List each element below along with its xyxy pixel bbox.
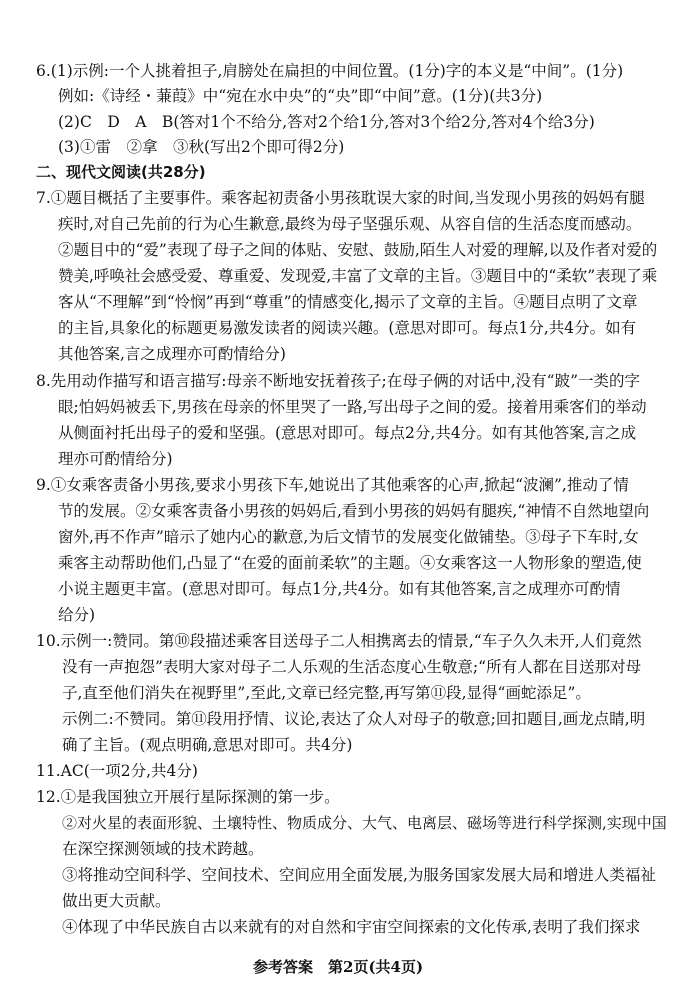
text-line: (2)C D A B(答对1个不给分,答对2个给1分,答对3个给2分,答对4个给3分) xyxy=(58,113,595,131)
text-line: 从侧面衬托出母子的爱和坚强。(意思对即可。每点2分,共4分。如有其他答案,言之成 xyxy=(58,424,637,442)
text-line: (3)①雷 ②拿 ③秋(写出2个即可得2分) xyxy=(58,138,345,156)
text-line: 其他答案,言之成理亦可酌情给分) xyxy=(58,345,286,363)
text-line: 的主旨,具象化的标题更易激发读者的阅读兴趣。(意思对即可。每点1分,共4分。如有 xyxy=(58,319,637,337)
text-line: 窗外,再不作声”暗示了她内心的歉意,为后文情节的发展变化做铺垫。③母子下车时,女 xyxy=(58,528,639,546)
text-line: ④体现了中华民族自古以来就有的对自然和宇宙空间探索的文化传承,表明了我们探求 xyxy=(62,918,641,936)
text-line: 12.①是我国独立开展行星际探测的第一步。 xyxy=(36,788,340,806)
text-line: 9.①女乘客责备小男孩,要求小男孩下车,她说出了其他乘客的心声,掀起“波澜”,推动了情 xyxy=(36,476,629,494)
text-line: 8.先用动作描写和语言描写:母亲不断地安抚着孩子;在母子俩的对话中,没有“跛”一类的字 xyxy=(36,372,641,390)
text-line: 乘客主动帮助他们,凸显了“在爱的面前柔软”的主题。④女乘客这一人物形象的塑造,使 xyxy=(58,554,642,572)
text-line: 10.示例一:赞同。第⑩段描述乘客目送母子二人相携离去的情景,“车子久久未开,人们竟然 xyxy=(36,632,642,650)
text-line: 理亦可酌情给分) xyxy=(58,450,173,468)
text-line: 疾时,对自己先前的行为心生歉意,最终为母子坚强乐观、从容自信的生活态度而感动。 xyxy=(58,215,642,233)
text-line: 11.AC(一项2分,共4分) xyxy=(36,762,198,780)
text-line: 例如:《诗经・蒹葭》中“宛在水中央”的“央”即“中间”意。(1分)(共3分) xyxy=(58,87,543,105)
text-line: 给分) xyxy=(58,606,96,624)
text-line: 节的发展。②女乘客责备小男孩的妈妈后,看到小男孩的妈妈有腿疾,“神情不自然地望向 xyxy=(58,502,650,520)
text-line: 6.(1)示例:一个人挑着担子,肩膀处在扁担的中间位置。(1分)字的本义是“中间”。(1分) xyxy=(36,62,624,80)
text-line: 小说主题更丰富。(意思对即可。每点1分,共4分。如有其他答案,言之成理亦可酌情 xyxy=(58,580,621,598)
text-line: ③将推动空间科学、空间技术、空间应用全面发展,为服务国家发展大局和增进人类福祉 xyxy=(62,866,656,884)
text-line: ②题目中的“爱”表现了母子之间的体贴、安慰、鼓励,陌生人对爱的理解,以及作者对爱的 xyxy=(58,241,658,259)
text-line: ②对火星的表面形貌、土壤特性、物质成分、大气、电离层、磁场等进行科学探测,实现中国 xyxy=(62,814,667,832)
text-line: 7.①题目概括了主要事件。乘客起初责备小男孩耽误大家的时间,当发现小男孩的妈妈有腿 xyxy=(36,189,645,207)
text-line: 子,直至他们消失在视野里”,至此,文章已经完整,再写第⑪段,显得“画蛇添足”。 xyxy=(62,684,591,702)
text-line: 在深空探测领域的技术跨越。 xyxy=(62,840,264,858)
text-line: 赞美,呼唤社会感受爱、尊重爱、发现爱,丰富了文章的主旨。③题目中的“柔软”表现了乘 xyxy=(58,267,658,285)
text-line: 眼;怕妈妈被丢下,男孩在母亲的怀里哭了一路,写出母子之间的爱。接着用乘客们的举动 xyxy=(58,398,647,416)
section-heading: 二、现代文阅读(共28分) xyxy=(36,163,206,181)
text-line: 示例二:不赞同。第⑪段用抒情、议论,表达了众人对母子的敬意;回扣题目,画龙点睛,明 xyxy=(62,710,646,728)
text-line: 做出更大贡献。 xyxy=(62,892,171,910)
page-footer: 参考答案 第2页(共4页) xyxy=(253,958,424,976)
text-line: 确了主旨。(观点明确,意思对即可。共4分) xyxy=(62,736,353,754)
text-line: 客从“不理解”到“怜悯”再到“尊重”的情感变化,揭示了文章的主旨。④题目点明了文章 xyxy=(58,293,638,311)
text-line: 没有一声抱怨”表明大家对母子二人乐观的生活态度心生敬意;“所有人都在目送那对母 xyxy=(62,658,642,676)
